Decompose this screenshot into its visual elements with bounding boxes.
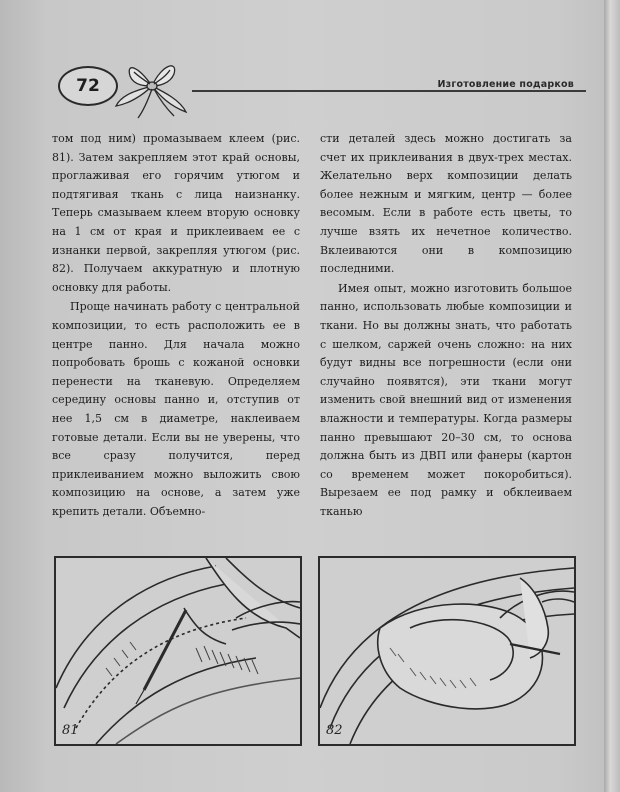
figure-82 (318, 556, 576, 746)
text-column-left (52, 130, 300, 521)
header-rule (192, 90, 586, 92)
figure-label: 82 (326, 723, 343, 738)
paragraph: Имея опыт, можно изготовить большое панно, использовать любые композиции и ткани. Но вы должны знать, что работать с шелком, саржей очень сложно: на них будут видны все погрешности (если они случайно появятся), эти ткани могут изменить свой внешний вид от изменения влажности и температуры. Когда размеры панно превышают 20–30 см, то основа должна быть из ДВП или фанеры (картон со временем может покоробиться). Вырезаем ее под рамку и обклеиваем тканью (320, 281, 572, 518)
figure-81 (54, 556, 302, 746)
illustration-hand-with-brush (56, 558, 300, 744)
figure-label: 81 (62, 723, 79, 738)
illustration-iron-on-fabric (320, 558, 574, 744)
paragraph: Проще начинать работу с центральной композиции, то есть расположить ее в центре панно. Для начала можно попробовать брошь с кожаной основки перенести на тканевую. Определяем середину основы панно и, отступив от нее 1,5 см в диаметре, наклеиваем готовые детали. Если вы не уверены, что все сразу получится, перед приклеиванием можно выложить свою композицию на основе, а затем уже крепить детали. Объемно- (52, 300, 300, 518)
section-title: Изготовление подарков (437, 79, 574, 90)
page-header (0, 0, 604, 120)
page-edge (604, 0, 620, 792)
text-column-right (320, 130, 572, 521)
paragraph: том под ним) промазываем клеем (рис. 81). Затем закрепляем этот край основы, проглаживая его горячим утюгом и подтягивая ткань с лица наизнанку. Теперь смазываем клеем вторую основку на 1 см от края и приклеиваем ее с изнанки первой, закрепляя утюгом (рис. 82). Получаем аккуратную и плотную основку для работы. (52, 132, 300, 294)
bow-ornament-icon (108, 56, 198, 122)
page-number: 72 (58, 66, 118, 106)
paragraph: сти деталей здесь можно достигать за счет их приклеивания в двух-трех местах. Желательно верх композиции делать более нежным и мягким, центр — более весомым. Если в работе есть цветы, то лучше взять их нечетное количество. Вклеиваются они в композицию последними. (320, 132, 572, 276)
